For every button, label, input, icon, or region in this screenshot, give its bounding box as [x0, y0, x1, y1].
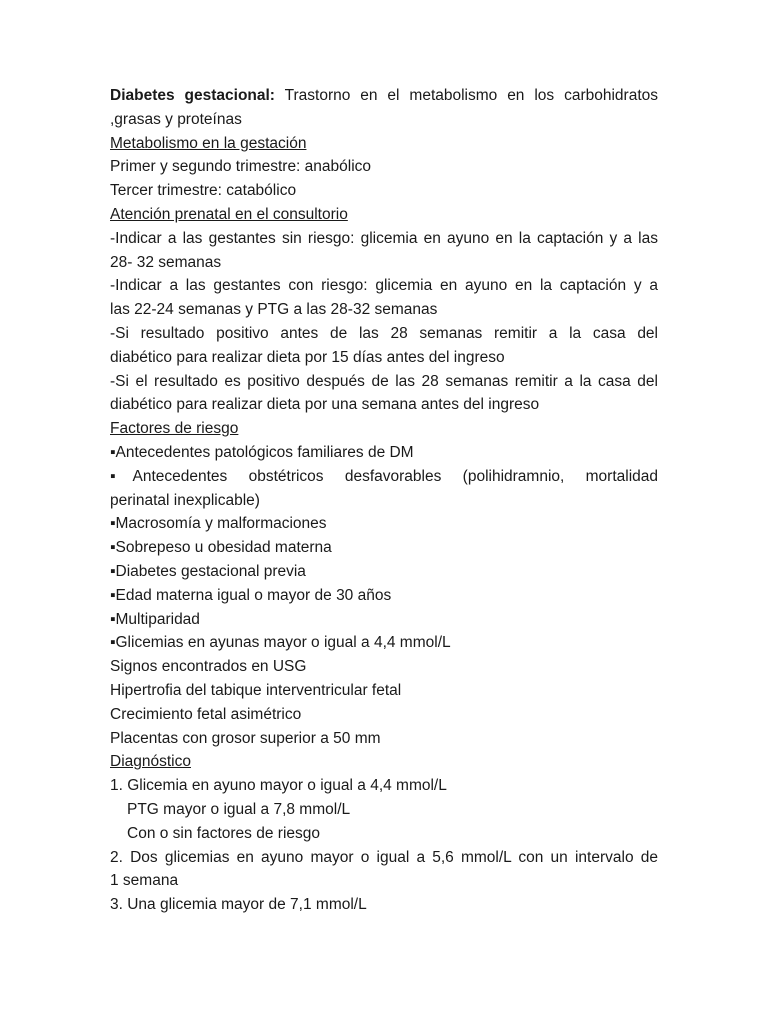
prenatal-item-3-line-2: diabético para realizar dieta por 15 días antes del ingreso	[110, 348, 505, 366]
document-page	[110, 84, 658, 917]
metabolism-first-second: Primer y segundo trimestre: anabólico	[110, 158, 372, 176]
risk-item: ▪Antecedentes patológicos familiares de DM	[110, 443, 414, 461]
usg-item: Placentas con grosor superior a 50 mm	[110, 729, 381, 747]
risk-item: ▪Glicemias en ayunas mayor o igual a 4,4 mmol/L	[110, 634, 451, 652]
diagnosis-criterion-1-sub: Con o sin factores de riesgo	[127, 824, 320, 842]
prenatal-item-1-line-1: -Indicar a las gestantes sin riesgo: glicemia en ayuno en la captación y a las	[110, 229, 658, 247]
diagnosis-heading: Diagnóstico	[110, 753, 191, 771]
metabolism-heading: Metabolismo en la gestación	[110, 134, 307, 152]
diagnosis-criterion-2-line-1: 2. Dos glicemias en ayuno mayor o igual a 5,6 mmol/L con un intervalo de	[110, 848, 658, 866]
diagnosis-criterion-1-sub: PTG mayor o igual a 7,8 mmol/L	[127, 800, 351, 818]
prenatal-item-4-line-1: -Si el resultado es positivo después de las 28 semanas remitir a la casa del	[110, 372, 658, 390]
risk-item: ▪Antecedentes obstétricos desfavorables (polihidramnio, mortalidad	[110, 467, 658, 485]
prenatal-item-2-line-2: las 22-24 semanas y PTG a las 28-32 semanas	[110, 301, 438, 319]
risk-item: ▪Diabetes gestacional previa	[110, 562, 306, 580]
intro-definition: Trastorno en el metabolismo en los carbohidratos	[284, 87, 658, 104]
intro-line-2: ,grasas y proteínas	[110, 110, 242, 128]
risk-item: ▪Edad materna igual o mayor de 30 años	[110, 586, 392, 604]
usg-heading: Signos encontrados en USG	[110, 658, 307, 676]
diagnosis-criterion-2-line-2: 1 semana	[110, 872, 179, 890]
risk-item: ▪Macrosomía y malformaciones	[110, 515, 327, 533]
risk-item: ▪Sobrepeso u obesidad materna	[110, 539, 332, 557]
prenatal-heading: Atención prenatal en el consultorio	[110, 205, 348, 223]
diagnosis-criterion-3: 3. Una glicemia mayor de 7,1 mmol/L	[110, 896, 367, 914]
risk-item: ▪Multiparidad	[110, 610, 200, 628]
risk-item-continuation: perinatal inexplicable)	[110, 491, 260, 509]
diagnosis-criterion-1: 1. Glicemia en ayuno mayor o igual a 4,4 mmol/L	[110, 777, 447, 795]
prenatal-item-4-line-2: diabético para realizar dieta por una semana antes del ingreso	[110, 396, 540, 414]
usg-item: Hipertrofia del tabique interventricular fetal	[110, 681, 402, 699]
prenatal-item-2-line-1: -Indicar a las gestantes con riesgo: glicemia en ayuno en la captación y a	[110, 277, 658, 295]
prenatal-item-1-line-2: 28- 32 semanas	[110, 253, 222, 271]
usg-item: Crecimiento fetal asimétrico	[110, 705, 302, 723]
metabolism-third: Tercer trimestre: catabólico	[110, 182, 297, 200]
prenatal-item-3-line-1: -Si resultado positivo antes de las 28 semanas remitir a la casa del	[110, 324, 658, 342]
intro-line-1	[110, 84, 658, 108]
risk-heading: Factores de riesgo	[110, 420, 239, 438]
intro-term: Diabetes gestacional:	[110, 87, 275, 104]
